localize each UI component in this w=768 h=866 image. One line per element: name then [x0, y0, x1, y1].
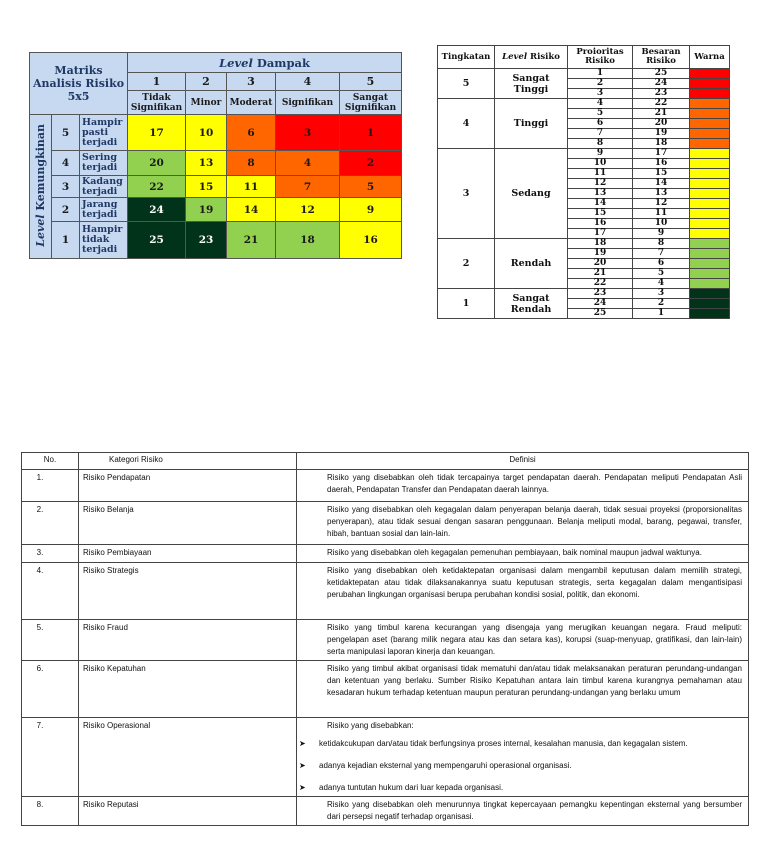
color-swatch	[690, 149, 730, 159]
color-swatch	[690, 79, 730, 89]
matrix-cell: 21	[227, 222, 276, 259]
magnitude-value: 12	[633, 199, 690, 209]
matrix-cell: 24	[128, 198, 186, 222]
magnitude-value: 9	[633, 229, 690, 239]
matrix-cell: 20	[128, 151, 186, 176]
definition-text: Risiko yang disebabkan oleh menurunnya tingkat kepercayaan pemangku kepentingan eksternal yang bersumber dari persepsi negatif terhadap organisasi.	[327, 800, 742, 821]
color-swatch	[690, 199, 730, 209]
magnitude-value: 22	[633, 99, 690, 109]
magnitude-value: 18	[633, 139, 690, 149]
impact-level-number: 2	[186, 73, 227, 91]
magnitude-value: 6	[633, 259, 690, 269]
color-swatch	[690, 189, 730, 199]
color-swatch	[690, 179, 730, 189]
category-definition	[297, 718, 749, 797]
priority-value: 13	[568, 189, 633, 199]
priority-value: 6	[568, 119, 633, 129]
level-row	[438, 239, 730, 249]
likelihood-level-label: Kadang terjadi	[80, 176, 128, 198]
likelihood-level-label: Hampir tidak terjadi	[80, 222, 128, 259]
priority-value: 9	[568, 149, 633, 159]
category-definition	[297, 545, 749, 563]
category-row	[22, 470, 749, 502]
category-row	[22, 563, 749, 620]
definition-text: Risiko yang disebabkan:	[327, 721, 414, 730]
category-number: 2.	[22, 502, 79, 545]
category-number: 6.	[22, 661, 79, 718]
priority-value: 22	[568, 279, 633, 289]
color-swatch	[690, 239, 730, 249]
matrix-cell: 22	[128, 176, 186, 198]
priority-value: 8	[568, 139, 633, 149]
bullet-text: ketidakcukupan dan/atau tidak berfungsinya proses internal, kesalahan manusia, dan kegagalan sistem.	[319, 739, 688, 748]
magnitude-value: 3	[633, 289, 690, 299]
magnitude-value: 1	[633, 309, 690, 319]
priority-value: 19	[568, 249, 633, 259]
category-row	[22, 545, 749, 563]
category-definition	[297, 563, 749, 620]
impact-level-number: 5	[340, 73, 402, 91]
color-swatch	[690, 289, 730, 299]
category-number: 7.	[22, 718, 79, 797]
priority-value: 7	[568, 129, 633, 139]
color-swatch	[690, 99, 730, 109]
magnitude-value: 8	[633, 239, 690, 249]
color-swatch	[690, 109, 730, 119]
priority-value: 25	[568, 309, 633, 319]
matrix-cell: 1	[340, 115, 402, 151]
category-row	[22, 620, 749, 661]
priority-value: 4	[568, 99, 633, 109]
matrix-cell: 3	[276, 115, 340, 151]
matrix-title: Matriks Analisis Risiko 5x5	[30, 53, 128, 115]
category-definition	[297, 661, 749, 718]
priority-value: 3	[568, 89, 633, 99]
priority-value: 10	[568, 159, 633, 169]
magnitude-value: 15	[633, 169, 690, 179]
tingkatan-value: 1	[438, 289, 495, 319]
category-name: Risiko Kepatuhan	[79, 661, 297, 718]
definition-text: Risiko yang disebabkan oleh ketidaktepatan organisasi dalam mengambil keputusan dalam memilih strategi, ketidaktepatan atau tidak dilaksanakannya suatu keputusan strategis, serta kegagalan dalam mengantisipasi perubahan lingkungan organisasi berupa perubahan kondisi sosial, politik, dan ekonomi.	[327, 566, 742, 599]
definition-text: Risiko yang disebabkan oleh kegagalan dalam penyerapan belanja daerah, tidak sesuai proyeksi (proporsionalitas penyerapan), atau tidak sesuai dengan sasaran penggunaan. Belanja meliputi modal, barang, pegawai, transfer, hibah, bantuan sosial dan lain-lain.	[327, 505, 742, 538]
magnitude-value: 20	[633, 119, 690, 129]
color-swatch	[690, 259, 730, 269]
priority-value: 16	[568, 219, 633, 229]
category-row	[22, 797, 749, 826]
color-swatch	[690, 209, 730, 219]
definition-text: Risiko yang disebabkan oleh kegagalan pemenuhan pembiayaan, baik nominal maupun jadwal waktunya.	[327, 548, 702, 557]
category-name: Risiko Pembiayaan	[79, 545, 297, 563]
matrix-cell: 9	[340, 198, 402, 222]
category-number: 3.	[22, 545, 79, 563]
header-level-risiko: Level Risiko	[495, 46, 568, 69]
level-row	[438, 99, 730, 109]
bullet-text: adanya tuntutan hukum dari luar kepada organisasi.	[319, 783, 504, 792]
color-swatch	[690, 129, 730, 139]
magnitude-value: 16	[633, 159, 690, 169]
priority-value: 2	[568, 79, 633, 89]
risk-matrix	[29, 52, 402, 259]
color-swatch	[690, 119, 730, 129]
priority-value: 17	[568, 229, 633, 239]
bullet-text: adanya kejadian eksternal yang mempengaruhi operasional organisasi.	[319, 761, 572, 770]
impact-level-number: 4	[276, 73, 340, 91]
bullet-item	[297, 760, 742, 772]
matrix-cell: 17	[128, 115, 186, 151]
matrix-cell: 4	[276, 151, 340, 176]
impact-header: Level Dampak	[128, 53, 402, 73]
category-number: 4.	[22, 563, 79, 620]
matrix-cell: 13	[186, 151, 227, 176]
magnitude-value: 7	[633, 249, 690, 259]
category-number: 5.	[22, 620, 79, 661]
priority-value: 20	[568, 259, 633, 269]
color-swatch	[690, 309, 730, 319]
category-number: 1.	[22, 470, 79, 502]
matrix-cell: 11	[227, 176, 276, 198]
color-swatch	[690, 159, 730, 169]
matrix-cell: 12	[276, 198, 340, 222]
magnitude-value: 17	[633, 149, 690, 159]
category-name: Risiko Operasional	[79, 718, 297, 797]
tingkatan-value: 5	[438, 69, 495, 99]
magnitude-value: 14	[633, 179, 690, 189]
risk-level-table	[437, 45, 730, 319]
tingkatan-value: 2	[438, 239, 495, 289]
matrix-cell: 18	[276, 222, 340, 259]
priority-value: 12	[568, 179, 633, 189]
category-definition	[297, 620, 749, 661]
magnitude-value: 4	[633, 279, 690, 289]
level-row	[438, 289, 730, 299]
level-name: Sangat Tinggi	[495, 69, 568, 99]
header-definisi: Definisi	[297, 453, 749, 470]
matrix-cell: 25	[128, 222, 186, 259]
tingkatan-value: 4	[438, 99, 495, 149]
level-name: Rendah	[495, 239, 568, 289]
bullet-item	[297, 782, 742, 794]
bullet-arrow-icon: ➤	[299, 783, 306, 792]
magnitude-value: 21	[633, 109, 690, 119]
tingkatan-value: 3	[438, 149, 495, 239]
impact-level-number: 3	[227, 73, 276, 91]
header-prioritas: Proioritas Risiko	[568, 46, 633, 69]
color-swatch	[690, 249, 730, 259]
matrix-cell: 23	[186, 222, 227, 259]
category-name: Risiko Belanja	[79, 502, 297, 545]
color-swatch	[690, 229, 730, 239]
likelihood-level-number: 4	[52, 151, 80, 176]
magnitude-value: 10	[633, 219, 690, 229]
color-swatch	[690, 89, 730, 99]
magnitude-value: 25	[633, 69, 690, 79]
matrix-cell: 2	[340, 151, 402, 176]
magnitude-value: 5	[633, 269, 690, 279]
category-name: Risiko Strategis	[79, 563, 297, 620]
matrix-cell: 19	[186, 198, 227, 222]
definition-text: Risiko yang timbul karena kecurangan yang disengaja yang merugikan keuangan negara. Fraud meliputi: pengelapan aset (barang milik negara atau kas dan setara kas), korupsi (suap-menyuap, gratifikasi, dan lain-lain) serta manipulasi laporan kinerja dan keuangan.	[327, 623, 742, 656]
magnitude-value: 11	[633, 209, 690, 219]
category-number: 8.	[22, 797, 79, 826]
level-row	[438, 149, 730, 159]
matrix-cell: 10	[186, 115, 227, 151]
level-row	[438, 69, 730, 79]
priority-value: 5	[568, 109, 633, 119]
bullet-item	[297, 738, 742, 750]
magnitude-value: 2	[633, 299, 690, 309]
header-warna: Warna	[690, 46, 730, 69]
impact-level-label: Moderat	[227, 91, 276, 115]
matrix-cell: 14	[227, 198, 276, 222]
likelihood-level-number: 2	[52, 198, 80, 222]
header-kategori: Kategori Risiko	[79, 453, 297, 470]
likelihood-level-label: Jarang terjadi	[80, 198, 128, 222]
matrix-cell: 16	[340, 222, 402, 259]
header-no: No.	[22, 453, 79, 470]
level-name: Tinggi	[495, 99, 568, 149]
priority-value: 15	[568, 209, 633, 219]
category-definition	[297, 470, 749, 502]
color-swatch	[690, 279, 730, 289]
level-name: Sangat Rendah	[495, 289, 568, 319]
definition-text: Risiko yang timbul akibat organisasi tidak mematuhi dan/atau tidak melaksanakan peraturan perundang-undangan dan ketentuan yang berlaku. Sumber Risiko Kepatuhan antara lain timbul karena kurangnya pemahaman atau kesadaran hukum terhadap ketentuan maupun peraturan perundang-undangan yang berlaku umum	[327, 664, 742, 697]
risk-category-table	[21, 452, 749, 826]
category-definition	[297, 797, 749, 826]
impact-level-label: Sangat Signifikan	[340, 91, 402, 115]
category-definition	[297, 502, 749, 545]
category-row	[22, 718, 749, 797]
likelihood-level-label: Hampir pasti terjadi	[80, 115, 128, 151]
priority-value: 11	[568, 169, 633, 179]
color-swatch	[690, 69, 730, 79]
header-tingkatan: Tingkatan	[438, 46, 495, 69]
color-swatch	[690, 139, 730, 149]
category-row	[22, 661, 749, 718]
likelihood-level-number: 5	[52, 115, 80, 151]
matrix-cell: 6	[227, 115, 276, 151]
priority-value: 21	[568, 269, 633, 279]
likelihood-level-label: Sering terjadi	[80, 151, 128, 176]
likelihood-header: Level Kemungkinan	[30, 115, 52, 259]
color-swatch	[690, 269, 730, 279]
magnitude-value: 24	[633, 79, 690, 89]
impact-level-label: Signifikan	[276, 91, 340, 115]
impact-level-label: Tidak Signifikan	[128, 91, 186, 115]
matrix-cell: 7	[276, 176, 340, 198]
impact-level-label: Minor	[186, 91, 227, 115]
priority-value: 24	[568, 299, 633, 309]
magnitude-value: 23	[633, 89, 690, 99]
magnitude-value: 19	[633, 129, 690, 139]
priority-value: 23	[568, 289, 633, 299]
category-name: Risiko Fraud	[79, 620, 297, 661]
bullet-arrow-icon: ➤	[299, 739, 306, 748]
priority-value: 1	[568, 69, 633, 79]
likelihood-level-number: 1	[52, 222, 80, 259]
color-swatch	[690, 169, 730, 179]
definition-bullets	[299, 738, 742, 794]
bullet-arrow-icon: ➤	[299, 761, 306, 770]
category-name: Risiko Reputasi	[79, 797, 297, 826]
matrix-cell: 8	[227, 151, 276, 176]
matrix-cell: 15	[186, 176, 227, 198]
category-name: Risiko Pendapatan	[79, 470, 297, 502]
header-besaran: Besaran Risiko	[633, 46, 690, 69]
matrix-cell: 5	[340, 176, 402, 198]
level-name: Sedang	[495, 149, 568, 239]
category-row	[22, 502, 749, 545]
color-swatch	[690, 299, 730, 309]
priority-value: 18	[568, 239, 633, 249]
magnitude-value: 13	[633, 189, 690, 199]
color-swatch	[690, 219, 730, 229]
impact-level-number: 1	[128, 73, 186, 91]
priority-value: 14	[568, 199, 633, 209]
definition-text: Risiko yang disebabkan oleh tidak tercapainya target pendapatan daerah. Pendapatan meliputi Pendapatan Asli daerah, Pendapatan Transfer dan Pendapatan daerah lainnya.	[327, 473, 742, 494]
likelihood-level-number: 3	[52, 176, 80, 198]
